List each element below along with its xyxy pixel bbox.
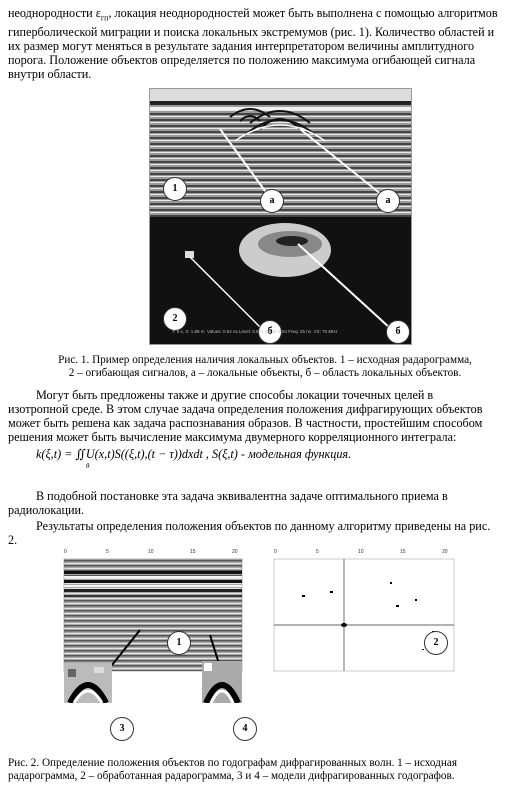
tick-label: 0 bbox=[274, 549, 277, 555]
paragraph-line: неоднородности $\varepsilon_{гп}$, локация неоднородностей может быть выполнена с помощью алгоритмов bbox=[8, 6, 498, 23]
figure-2-caption: Рис. 2. Определение положения объектов по годографам дифрагированных волн. 1 – исходная радарограмма, 2 – обработанная радарограмма, 3 и 4 – модели дифрагированных годографов. bbox=[8, 757, 457, 782]
source-radargram bbox=[50, 545, 260, 675]
overlay-readout: T: 0 s, X: 1.88 m Values: 0.94 ns Level: 0.871 ns dt: 9.64 Freq: 25 ns VX: 70 MHz bbox=[172, 329, 338, 334]
formula: k(ξ,t) = ∬U(x,t)S((ξ,t),(t − τ))dxdt , S(ξ,t) - модельная функция. bbox=[36, 447, 352, 461]
paragraph-line: их размер могут меняться в результате задания интерпретатором величины амплитудного bbox=[8, 39, 475, 54]
model-hodograph-3 bbox=[64, 663, 112, 703]
model-hodograph-4 bbox=[202, 661, 242, 703]
tick-label: 5 bbox=[316, 549, 319, 555]
figure-label-2: 2 bbox=[163, 307, 187, 331]
tick-label: 20 bbox=[232, 549, 238, 555]
tick-label: 0 bbox=[64, 549, 67, 555]
paragraph-line: порога. Положение объектов определяется по положению максимума огибающей сигнала bbox=[8, 53, 476, 68]
formula-subscript: θ bbox=[86, 462, 90, 470]
processed-radargram bbox=[272, 545, 470, 675]
paragraph-2: Могут быть предложены также и другие способы локации точечных целей в изотропной среде. В этом случае задача определения положения дифрагирующих объектов может быть решена как задача распознавания образов. В частности, простейшим способом решения может быть вычисление максимума двумерного корреляционного интеграла: bbox=[8, 388, 483, 444]
figure-label-1: 1 bbox=[167, 631, 191, 655]
tick-label: 20 bbox=[442, 549, 448, 555]
figure-label-b-right: б bbox=[386, 320, 410, 344]
paragraph-1 bbox=[8, 6, 522, 81]
figure-label-b-left: б bbox=[258, 320, 282, 344]
figure-label-a-right: а bbox=[376, 189, 400, 213]
paragraph-4: Результаты определения положения объектов по данному алгоритму приведены на рис. 2. bbox=[8, 519, 491, 547]
paragraph-line: гиперболической миграции и поиска локальных экстремумов (рис. 1). Количество областей и bbox=[8, 25, 495, 40]
paragraph-3: В подобной постановке эта задача эквивалентна задаче оптимального приема в радиолокации. bbox=[8, 489, 448, 517]
tick-label: 15 bbox=[400, 549, 406, 555]
tick-label: 5 bbox=[106, 549, 109, 555]
tick-label: 15 bbox=[190, 549, 196, 555]
tick-label: 10 bbox=[358, 549, 364, 555]
figure-2 bbox=[50, 545, 470, 741]
figure-label-4: 4 bbox=[233, 717, 257, 741]
figure-label-1: 1 bbox=[163, 177, 187, 201]
figure-1-caption: Рис. 1. Пример определения наличия локальных объектов. 1 – исходная радарограмма, 2 – огибающая сигналов, а – локальные объекты, б – область локальных объектов. bbox=[58, 354, 472, 379]
figure-label-a-left: а bbox=[260, 189, 284, 213]
tick-label: 10 bbox=[148, 549, 154, 555]
figure-label-2: 2 bbox=[424, 631, 448, 655]
annotation-lines bbox=[150, 89, 411, 344]
figure-label-3: 3 bbox=[110, 717, 134, 741]
paragraph-line: внутри области. bbox=[8, 67, 92, 82]
figure-1 bbox=[149, 88, 412, 345]
